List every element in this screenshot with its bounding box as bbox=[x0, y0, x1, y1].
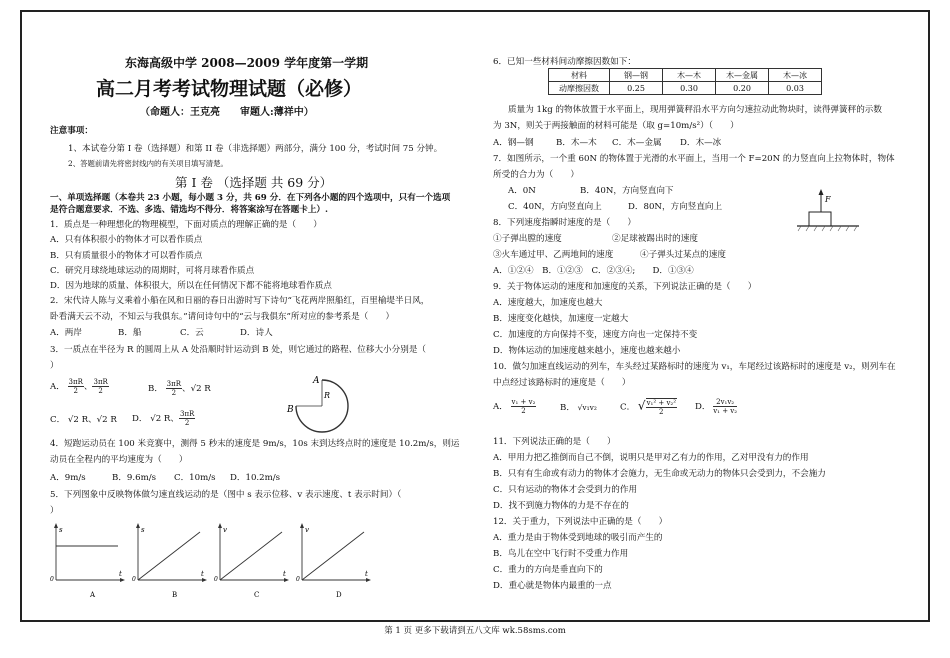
q7-option-a: A．0N bbox=[508, 186, 536, 196]
q9-option-c: C．加速度的方向保持不变，速度方向也一定保持不变 bbox=[493, 330, 698, 340]
q5-graph-c bbox=[214, 523, 289, 599]
q10-option-d bbox=[695, 398, 737, 415]
q10-option-b-label: B． bbox=[560, 403, 575, 413]
q5-y-axis-label: v bbox=[223, 526, 227, 534]
q5-t-axis-label: t bbox=[283, 570, 286, 578]
q3-option-d bbox=[132, 410, 195, 427]
q10-line-2: 中点经过该路标时的速度是（ ） bbox=[493, 378, 631, 388]
notice-item-2: 2、答题前请先将密封线内的有关项目填写清楚。 bbox=[68, 159, 228, 168]
q10-a-num: v₁ + v₂ bbox=[511, 398, 536, 406]
q5-line-2: ） bbox=[50, 506, 59, 516]
q9-option-d: D．物体运动的加速度越来越小，速度也越来越小 bbox=[493, 346, 681, 356]
q11-stem: 11．下列说法正确的是（ ） bbox=[493, 437, 616, 447]
q6-option-a: A．钢—钢 bbox=[493, 138, 534, 148]
friction-cell: 0.25 bbox=[610, 82, 663, 95]
q10-c-den: 2 bbox=[659, 408, 664, 416]
q3-point-b: B bbox=[287, 405, 294, 415]
q10-a-frac bbox=[511, 398, 537, 415]
q3-option-d-label: D． bbox=[132, 414, 148, 424]
q5-graph-label: C bbox=[254, 591, 260, 599]
q3-option-c-label: C． bbox=[50, 415, 66, 425]
q5-t-axis-label: t bbox=[365, 570, 368, 578]
author-line: （命题人：王克亮 审题人:薄祥中） bbox=[140, 107, 314, 118]
friction-cell: 0.30 bbox=[663, 82, 716, 95]
q3-c-sqrt-1: √2 R bbox=[67, 415, 89, 425]
friction-table-row bbox=[549, 82, 822, 95]
q6-line-2: 质量为 1kg 的物体放置于水平面上，现用弹簧秤沿水平方向匀速拉动此物块时，读得弹簧秤的示数 bbox=[508, 105, 882, 115]
q10-a-den: 2 bbox=[521, 407, 526, 415]
q7-arrow-head bbox=[819, 189, 824, 195]
q3-b-sqrt: √2 R bbox=[190, 384, 211, 394]
q12-option-c: C．重力的方向是垂直向下的 bbox=[493, 565, 603, 575]
q3-option-a bbox=[50, 378, 109, 395]
q3-option-c bbox=[50, 414, 117, 426]
q5-origin-label: 0 bbox=[132, 576, 136, 583]
q10-c-frac bbox=[646, 398, 677, 416]
q6-option-d: D．木—冰 bbox=[680, 138, 722, 148]
q5-y-arrow bbox=[300, 523, 304, 528]
q5-y-axis-label: s bbox=[59, 526, 63, 534]
q3-b-num: 3πR bbox=[166, 380, 181, 388]
q4-option-d: D．10.2m/s bbox=[230, 473, 281, 483]
friction-table-header bbox=[549, 69, 822, 82]
q5-origin-label: 0 bbox=[50, 576, 54, 583]
q8-choices: A．①②④ B．①②③ C．②③④; D．①③④ bbox=[493, 266, 694, 276]
q3-a-sep: 、 bbox=[83, 382, 93, 392]
q3-d-sqrt: √2 R bbox=[150, 414, 171, 424]
q3-option-b-label: B． bbox=[148, 384, 163, 394]
q3-a-frac-2 bbox=[92, 378, 108, 395]
q3-b-sep: 、 bbox=[181, 384, 191, 394]
q10-d-num: 2v₁v₂ bbox=[713, 398, 737, 407]
q5-y-axis-label: v bbox=[305, 526, 309, 534]
q5-t-axis-label: t bbox=[201, 570, 204, 578]
q2-line-2: 卧看满天云不动，不知云与我俱东。”请问诗句中的“云与我俱东”所对应的参考系是（ ） bbox=[50, 312, 395, 322]
q5-y-arrow bbox=[54, 523, 58, 528]
q5-y-arrow bbox=[218, 523, 222, 528]
q8-stem: 8．下列速度指瞬时速度的是（ ） bbox=[493, 218, 636, 228]
q11-option-a: A．甲用力把乙推倒而自己不倒，说明只是甲对乙有力的作用，乙对甲没有力的作用 bbox=[493, 453, 809, 463]
q4-option-a: A．9m/s bbox=[50, 473, 86, 483]
q7-option-b: B．40N，方向竖直向下 bbox=[580, 186, 674, 196]
q3-circle-diagram bbox=[285, 370, 365, 438]
q9-stem: 9．关于物体运动的速度和加速度的关系，下列说法正确的是（ ） bbox=[493, 282, 757, 292]
school-line: 东海高级中学 2008—2009 学年度第一学期 bbox=[125, 56, 369, 70]
page-title: 高二月考考试物理试题（必修） bbox=[96, 78, 363, 100]
q10-c-root-sign: √ bbox=[637, 398, 646, 413]
friction-cell: 0.03 bbox=[769, 82, 822, 95]
page-footer: 第 1 页 更多下载请到五八文库 wk.58sms.com bbox=[384, 626, 566, 636]
q5-t-arrow bbox=[202, 578, 207, 582]
q3-option-b bbox=[148, 380, 211, 397]
q10-line-1: 10．做匀加速直线运动的列车，车头经过某路标时的速度为 v₁，车尾经过该路标时的速度是 v₂，则列车在 bbox=[493, 362, 896, 372]
q2-option-c: C．云 bbox=[180, 328, 204, 338]
q3-c-sqrt-2: √2 R bbox=[96, 415, 117, 425]
friction-header-cell: 木—冰 bbox=[769, 69, 822, 82]
q3-d-den: 2 bbox=[184, 419, 190, 427]
q5-origin-label: 0 bbox=[214, 576, 218, 583]
q10-option-c-label: C． bbox=[620, 402, 636, 413]
q3-d-frac bbox=[179, 410, 195, 427]
q6-option-c: C．木—金属 bbox=[612, 138, 662, 148]
q9-option-a: A．速度越大，加速度也越大 bbox=[493, 298, 603, 308]
q7-block bbox=[809, 212, 831, 226]
q7-force-label: F bbox=[825, 195, 831, 204]
q12-option-d: D．重心就是物体内最重的一点 bbox=[493, 581, 612, 591]
q10-d-frac bbox=[713, 398, 737, 415]
q3-b-den: 2 bbox=[171, 389, 177, 397]
q3-d-sep: 、 bbox=[170, 414, 179, 424]
q4-line-1: 4．短跑运动员在 100 米竞赛中，测得 5 秒末的速度是 9m/s，10s 末到达终点时的速度是 10.2m/s，则运 bbox=[50, 439, 460, 449]
q8-opt-4: ④子弹头过某点的速度 bbox=[640, 250, 726, 260]
q5-t-arrow bbox=[366, 578, 371, 582]
q7-ground-hatch bbox=[798, 226, 857, 231]
friction-header-cell: 木—金属 bbox=[716, 69, 769, 82]
q3-line-1: 3．一质点在半径为 R 的圆周上从 A 处沿顺时针运动到 B 处，则它通过的路程、位移大小分别是（ bbox=[50, 345, 427, 355]
q5-y-arrow bbox=[136, 523, 140, 528]
friction-cell: 0.20 bbox=[716, 82, 769, 95]
q3-b-frac bbox=[166, 380, 182, 397]
friction-header-cell: 木—木 bbox=[663, 69, 716, 82]
q7-option-d: D．80N，方向竖直向上 bbox=[628, 202, 723, 212]
q3-a-den: 2 bbox=[73, 387, 78, 395]
instructions-line-1: 一、单项选择题（本卷共 23 小题，每小题 3 分，共 69 分．在下列各小题的四个选项中，只有一个选项 bbox=[50, 193, 451, 203]
q12-option-a: A．重力是由于物体受到地球的吸引而产生的 bbox=[493, 533, 663, 543]
q5-plot-line bbox=[302, 532, 364, 580]
q5-graph-a bbox=[50, 523, 125, 599]
section-title: 第 I 卷 （选择题 共 69 分） bbox=[175, 175, 333, 190]
q12-option-b: B．鸟儿在空中飞行时不受重力作用 bbox=[493, 549, 629, 559]
q9-option-b: B．速度变化越快，加速度一定越大 bbox=[493, 314, 629, 324]
q5-graph-label: A bbox=[90, 591, 96, 599]
q12-stem: 12．关于重力，下列说法中正确的是（ ） bbox=[493, 517, 668, 527]
q3-point-a: A bbox=[313, 376, 320, 386]
q5-graph-group bbox=[50, 523, 371, 599]
q3-d-num: 3πR bbox=[179, 410, 195, 418]
q8-opt-3: ③火车通过甲、乙两地间的速度 bbox=[493, 250, 614, 260]
q5-y-axis-label: s bbox=[141, 526, 145, 534]
q2-line-1: 2．宋代诗人陈与义乘着小船在风和日丽的春日出游时写下诗句“飞花两岸照船红，百里榆堤半日风， bbox=[50, 296, 430, 306]
q2-option-a: A．两岸 bbox=[50, 328, 82, 338]
q3-a-num: 3πR bbox=[68, 378, 83, 386]
q11-option-b: B．只有有生命或有动力的物体才会施力，无生命或无动力的物体只会受到力，不会施力 bbox=[493, 469, 826, 479]
q5-plot-line bbox=[138, 532, 200, 580]
friction-cell: 动摩擦因数 bbox=[549, 82, 610, 95]
friction-header-cell: 钢—钢 bbox=[610, 69, 663, 82]
q10-option-a bbox=[493, 398, 536, 415]
q5-line-1: 5．下列图象中反映物体做匀速直线运动的是（图中 s 表示位移、v 表示速度、t 表示时间）（ bbox=[50, 490, 402, 500]
q3-a-frac bbox=[68, 378, 84, 395]
notice-label: 注意事项： bbox=[50, 126, 93, 136]
q7-option-c: C．40N，方向竖直向上 bbox=[508, 202, 602, 212]
q5-graphs bbox=[48, 518, 388, 602]
q10-d-den: v₁ + v₂ bbox=[713, 407, 738, 415]
q8-opt-2: ②足球被踢出时的速度 bbox=[612, 234, 698, 244]
q10-b-expr: √v₁v₂ bbox=[577, 403, 597, 412]
q7-line-2: 所受的合力为（ ） bbox=[493, 170, 579, 180]
q5-graph-label: D bbox=[336, 591, 342, 599]
q6-option-b: B．木—木 bbox=[556, 138, 597, 148]
q4-line-2: 动员在全程内的平均速度为（ ） bbox=[50, 455, 188, 465]
q10-option-b bbox=[560, 402, 597, 414]
q4-option-c: C．10m/s bbox=[174, 473, 216, 483]
q5-graph-d bbox=[296, 523, 371, 599]
q3-option-a-label: A． bbox=[50, 382, 65, 392]
instructions-line-2: 是符合题意要求．不选、多选、错选均不得分．将答案涂写在答题卡上）. bbox=[50, 205, 328, 215]
q1-option-b: B．只有质量很小的物体才可以看作质点 bbox=[50, 251, 203, 261]
q1-stem: 1．质点是一种理想化的物理模型，下面对质点的理解正确的是（ ） bbox=[50, 220, 322, 230]
q5-t-arrow bbox=[284, 578, 289, 582]
q5-graph-label: B bbox=[172, 591, 178, 599]
notice-item-1: 1、本试卷分第 I 卷（选择题）和第 II 卷（非选择题）两部分，满分 100 分，考试时间 75 分钟。 bbox=[68, 144, 443, 154]
q11-option-c: C．只有运动的物体才会受到力的作用 bbox=[493, 485, 638, 495]
q4-option-b: B．9.6m/s bbox=[112, 473, 157, 483]
q10-option-d-label: D． bbox=[695, 402, 711, 412]
q10-option-a-label: A． bbox=[493, 402, 508, 412]
q7-block-diagram bbox=[795, 186, 865, 234]
q1-option-d: D．因为地球的质量、体积很大，所以在任何情况下都不能将地球看作质点 bbox=[50, 281, 332, 291]
q3-c-sep: 、 bbox=[88, 415, 97, 425]
q1-option-c: C．研究月球绕地球运动的周期时，可将月球看作质点 bbox=[50, 266, 255, 276]
q10-option-c bbox=[620, 398, 677, 416]
friction-header-cell: 材料 bbox=[549, 69, 610, 82]
q10-c-num: v₁² + v₂² bbox=[646, 399, 677, 407]
q3-a-den-2: 2 bbox=[98, 387, 103, 395]
q3-line-2: ） bbox=[50, 361, 59, 371]
q5-t-axis-label: t bbox=[119, 570, 122, 578]
q1-option-a: A．只有体积很小的物体才可以看作质点 bbox=[50, 235, 203, 245]
q3-a-num-2: 3πR bbox=[93, 378, 108, 386]
q11-option-d: D．找不到施力物体的力是不存在的 bbox=[493, 501, 629, 511]
q2-option-b: B．船 bbox=[118, 328, 142, 338]
q7-line-1: 7．如图所示，一个重 60N 的物体置于光滑的水平面上，当用一个 F=20N 的力竖直向上拉物体时，物体 bbox=[493, 154, 895, 164]
q3-point-r: R bbox=[324, 391, 331, 400]
q2-option-d: D．诗人 bbox=[240, 328, 273, 338]
q6-stem: 6．已知一些材料间动摩擦因数如下： bbox=[493, 57, 636, 67]
q8-opt-1: ①子弹出膛的速度 bbox=[493, 234, 562, 244]
q5-t-arrow bbox=[120, 578, 125, 582]
friction-table bbox=[548, 68, 822, 95]
q5-origin-label: 0 bbox=[296, 576, 300, 583]
q6-line-3: 为 3N，则关于两接触面的材料可能是（取 g=10m/s²）（ ） bbox=[493, 121, 739, 131]
q5-plot-line bbox=[220, 532, 282, 580]
q5-graph-b bbox=[132, 523, 207, 599]
